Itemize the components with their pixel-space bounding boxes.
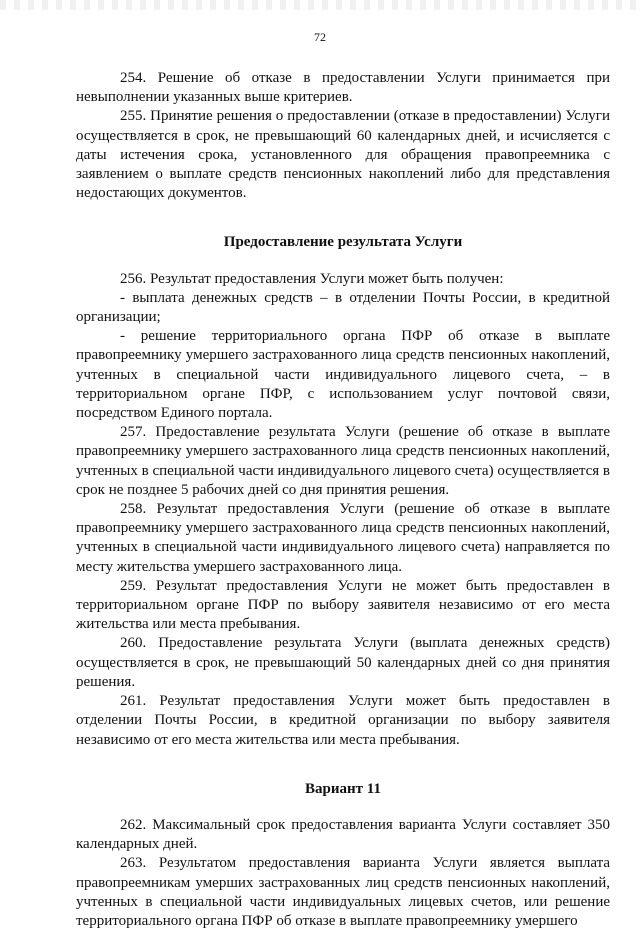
paragraph-256: 256. Результат предоставления Услуги может быть получен: <box>120 270 504 287</box>
section-spacer <box>76 799 610 816</box>
section-heading-result: Предоставление результата Услуги <box>223 234 463 251</box>
paragraph-261: 261. Результат предоставления Услуги может быть предоставлен в отделении Почты России, в кредитной организации по выбору заявителя независимо от его места жительства или места пребывания. <box>76 693 610 748</box>
page-number: 72 <box>314 30 326 44</box>
section-heading-variant-11: Вариант 11 <box>305 780 381 797</box>
list-item-refusal: - решение территориального органа ПФР об отказе в выплате правопреемнику умершего застрахованного лица средств пенсионных накоплений, учтенных в специальной части индивидуального лицевого счета, – в территориальном органе ПФР, с использованием услуг почтовой связи, посредством Единого портала. <box>76 328 610 422</box>
section-spacer <box>76 253 610 270</box>
paragraph-258: 258. Результат предоставления Услуги (решение об отказе в выплате правопреемнику умершего застрахованного лица средств пенсионных накоплений, учтенных в специальной части индивидуального лицевого счета) направляется по месту жительства умершего застрахованного лица. <box>76 501 610 575</box>
document-body <box>76 69 610 931</box>
list-item-payment: - выплата денежных средств – в отделении Почты России, в кредитной организации; <box>76 289 610 326</box>
section-spacer <box>76 750 610 780</box>
paragraph-259: 259. Результат предоставления Услуги не может быть предоставлен в территориальном органе ПФР по выбору заявителя независимо от его места жительства или места пребывания. <box>76 577 610 633</box>
paragraph-262: 262. Максимальный срок предоставления варианта Услуги составляет 350 календарных дней. <box>76 816 610 853</box>
paragraph-255: 255. Принятие решения о предоставлении (отказе в предоставлении) Услуги осуществляется в срок, не превышающий 60 календарных дней, и исчисляется с даты истечения срока, установленного для обращения правопреемника с заявлением о выплате средств пенсионных накоплений либо для представления недостающих документов. <box>76 108 610 202</box>
paragraph-263: 263. Результатом предоставления варианта Услуги является выплата правопреемникам умерших застрахованных лиц средств пенсионных накоплений, учтенных в специальной части индивидуальных лицевых счетов, или решение территориального органа ПФР об отказе в выплате правопреемнику умершего <box>76 855 610 929</box>
paragraph-260: 260. Предоставление результата Услуги (выплата денежных средств) осуществляется в срок, не превышающий 50 календарных дней со дня принятия решения. <box>76 635 610 690</box>
scan-edge-artifact <box>0 0 640 10</box>
section-spacer <box>76 203 610 233</box>
paragraph-257: 257. Предоставление результата Услуги (решение об отказе в выплате правопреемнику умершего застрахованного лица средств пенсионных накоплений, учтенных в специальной части индивидуального лицевого счета) осуществляется в срок не позднее 5 рабочих дней со дня принятия решения. <box>76 424 611 498</box>
paragraph-254: 254. Решение об отказе в предоставлении Услуги принимается при невыполнении указанных выше критериев. <box>76 70 610 106</box>
